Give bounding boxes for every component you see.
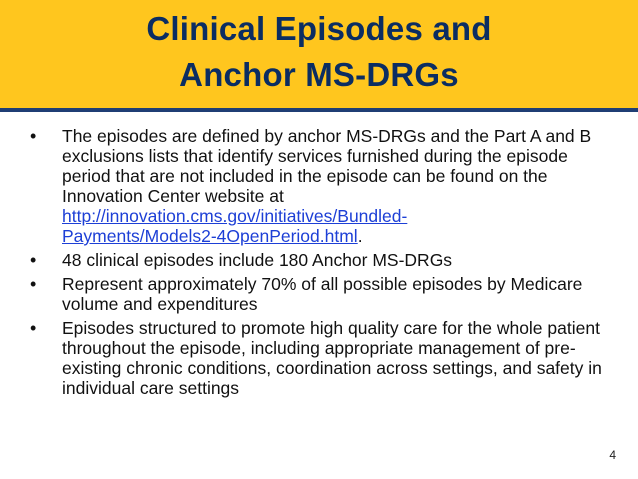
bundled-payments-link-line-1: http://innovation.cms.gov/initiatives/Bundled- (62, 206, 408, 226)
slide-title-line-1: Clinical Episodes and (146, 10, 492, 47)
bullet-icon: • (30, 274, 37, 294)
bullet-icon: • (30, 250, 37, 270)
bullet-icon: • (30, 318, 37, 338)
bullet-item (28, 126, 618, 246)
bullet-4-text: Episodes structured to promote high quality care for the whole patient throughout the episode, including appropriate management of pre-existing chronic conditions, coordination across settings, and safety in individual care settings (62, 318, 602, 398)
bundled-payments-link-line-2: Payments/Models2-4OpenPeriod.html (62, 226, 358, 246)
bullet-1-text: The episodes are defined by anchor MS-DRGs and the Part A and B exclusions lists that identify services furnished during the episode period that are not included in the episode can be found on the Innovation Center website at (62, 126, 592, 206)
title-divider (0, 108, 638, 112)
bullet-1-period: . (357, 226, 363, 246)
bullet-item (28, 250, 618, 270)
bullet-2-text: 48 clinical episodes include 180 Anchor MS-DRGs (62, 250, 453, 270)
slide-title (0, 6, 638, 98)
bullet-item (28, 318, 618, 398)
bullet-3-text: Represent approximately 70% of all possible episodes by Medicare volume and expenditures (62, 274, 583, 314)
bullet-icon: • (30, 126, 37, 146)
bundled-payments-link[interactable] (62, 206, 407, 246)
bullet-list (28, 126, 618, 402)
page-number: 4 (609, 448, 616, 462)
bullet-item (28, 274, 618, 314)
slide-title-line-2: Anchor MS-DRGs (179, 56, 459, 93)
